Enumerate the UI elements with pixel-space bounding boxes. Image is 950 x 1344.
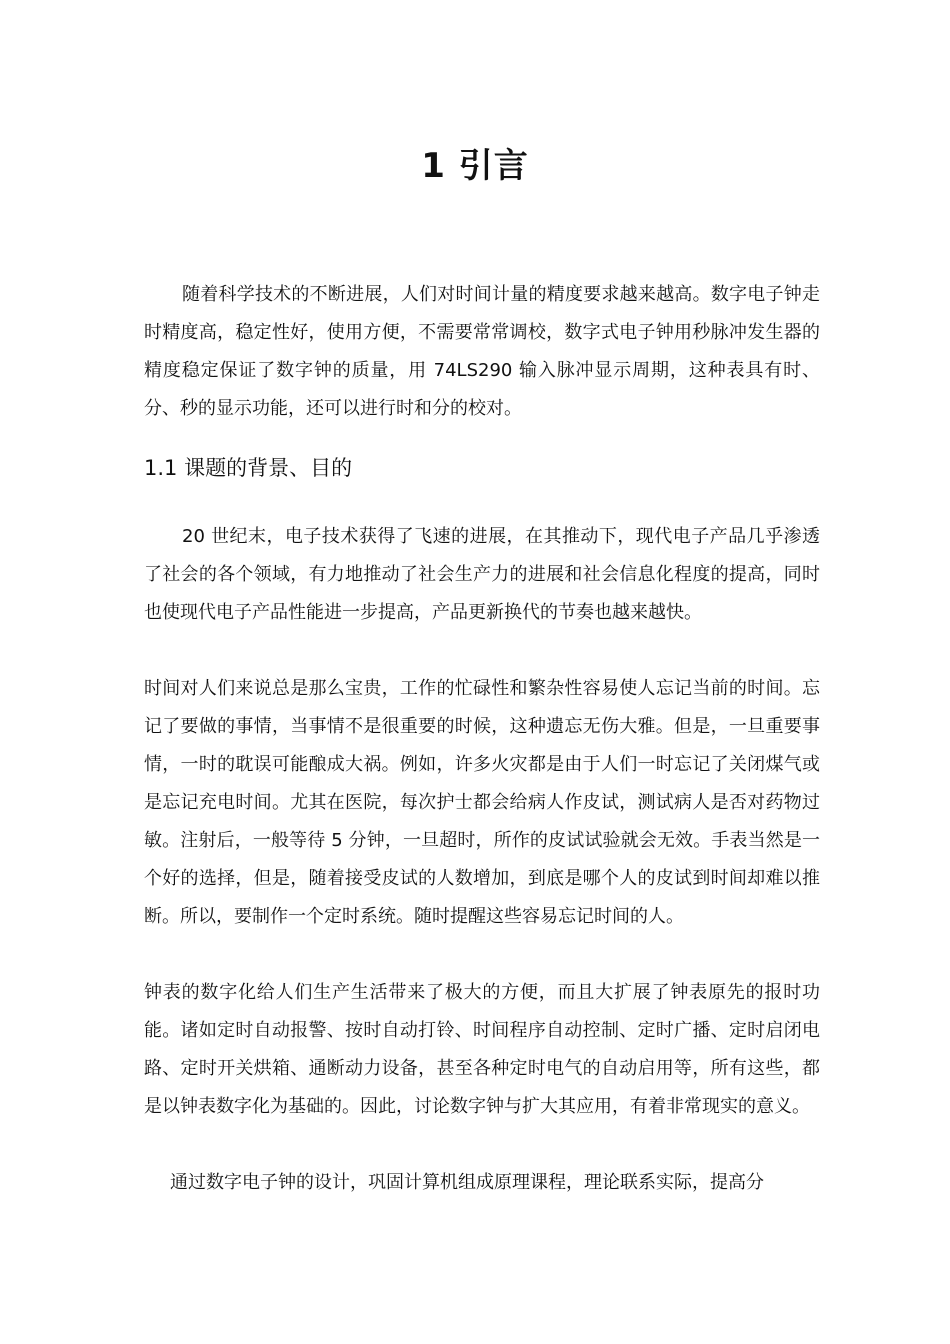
time-value-paragraph: 时间对人们来说总是那么宝贵，工作的忙碌性和繁杂性容易使人忘记当前的时间。忘记了要做的事情，当事情不是很重要的时候，这种遗忘无伤大雅。但是，一旦重要事情，一时的耽误可能酿成大祸。例如，许多火灾都是由于人们一时忘记了关闭煤气或是忘记充电时间。尤其在医院，每次护士都会给病人作皮试，测试病人是否对药物过敏。注射后，一般等待 5 分钟，一旦超时，所作的皮试试验就会无效。手表当然是一个好的选择，但是，随着接受皮试的人数增加，到底是哪个人的皮试到时间却难以推断。所以，要制作一个定时系统。随时提醒这些容易忘记时间的人。 [144, 678, 820, 927]
background-paragraph: 20 世纪末，电子技术获得了飞速的进展，在其推动下，现代电子产品几乎渗透了社会的各个领域，有力地推动了社会生产力的进展和社会信息化程度的提高，同时也使现代电子产品性能进一步提高，产品更新换代的节奏也越来越快。 [144, 526, 820, 623]
chapter-title: 1 引言 [421, 146, 529, 186]
digitization-paragraph: 钟表的数字化给人们生产生活带来了极大的方便，而且大扩展了钟表原先的报时功能。诸如定时自动报警、按时自动打铃、时间程序自动控制、定时广播、定时启闭电路、定时开关烘箱、通断动力设备，甚至各种定时电气的自动启用等，所有这些，都是以钟表数字化为基础的。因此，讨论数字钟与扩大其应用，有着非常现实的意义。 [144, 982, 820, 1117]
intro-paragraph: 随着科学技术的不断进展，人们对时间计量的精度要求越来越高。数字电子钟走时精度高，稳定性好，使用方便，不需要常常调校，数字式电子钟用秒脉冲发生器的精度稳定保证了数字钟的质量，用 74LS290 输入脉冲显示周期，这种表具有时、分、秒的显示功能，还可以进行时和分的校对。 [144, 284, 820, 419]
purpose-paragraph: 通过数字电子钟的设计，巩固计算机组成原理课程，理论联系实际，提高分 [170, 1172, 764, 1193]
section-title: 1.1 课题的背景、目的 [144, 456, 353, 480]
